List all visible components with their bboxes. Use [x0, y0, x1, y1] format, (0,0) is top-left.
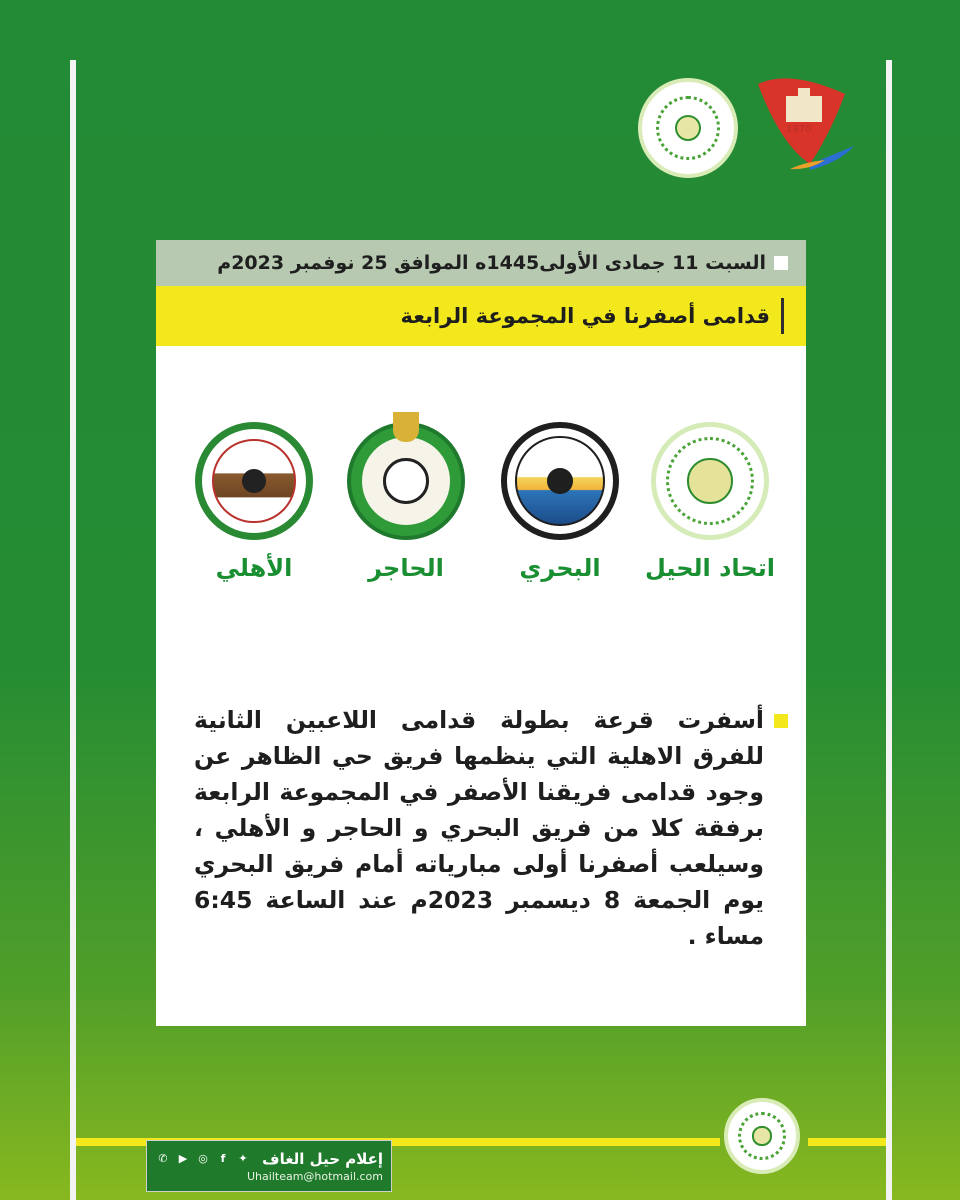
announcement-body [188, 702, 788, 954]
team-bahri [490, 422, 630, 582]
card-title: قدامى أصفرنا في المجموعة الرابعة [400, 304, 770, 328]
team-name: اتحاد الحيل [645, 554, 775, 582]
anniversary-logo [750, 74, 860, 174]
hajer-logo-icon [347, 422, 465, 540]
whatsapp-icon[interactable]: ✆ [158, 1152, 168, 1165]
frame-left-border [70, 60, 76, 1200]
body-text: أسفرت قرعة بطولة قدامى اللاعبين الثانية للفرق الاهلية التي ينظمها فريق حي الظاهر عن وجود قدامى فريقنا الأصفر في المجموعة الرابعة برفقة كلا من فريق البحري و الحاجر و الأهلي ، وسيلعب أصفرنا أولى مبارياته أمام فريق البحري يوم الجمعة 8 ديسمبر 2023م عند الساعة 6:45 مساء . [194, 706, 764, 950]
social-icons [155, 1152, 251, 1166]
facebook-icon[interactable]: f [220, 1152, 226, 1165]
youtube-icon[interactable]: ▶ [178, 1152, 188, 1165]
footer-emblem-logo [724, 1098, 800, 1174]
teams-row [156, 420, 806, 590]
team-hajer [336, 422, 476, 582]
brand-name: إعلام حيل الغاف [262, 1149, 383, 1168]
team-name: البحري [519, 554, 601, 582]
announcement-card [156, 240, 806, 1026]
team-ittihad [640, 422, 780, 582]
club-emblem-logo [638, 78, 738, 178]
instagram-icon[interactable]: ◎ [198, 1152, 208, 1165]
header-logos [632, 74, 860, 184]
team-ahli [184, 422, 324, 582]
team-name: الأهلي [215, 554, 293, 582]
ahli-logo-icon [195, 422, 313, 540]
footer-badge [146, 1140, 392, 1192]
twitter-icon[interactable]: ✦ [238, 1152, 248, 1165]
team-name: الحاجر [368, 554, 444, 582]
footer-email[interactable]: Uhailteam@hotmail.com [247, 1169, 383, 1183]
date-text: السبت 11 جمادى الأولى1445ه الموافق 25 نوفمبر 2023م [217, 252, 766, 274]
logo-year: 1970 [786, 124, 812, 135]
frame-right-border [886, 60, 892, 1200]
yellow-bullet-icon [774, 714, 788, 728]
date-bar [156, 240, 806, 286]
title-bar [156, 286, 806, 346]
bahri-logo-icon [501, 422, 619, 540]
ittihad-logo-icon [651, 422, 769, 540]
square-bullet-icon [774, 256, 788, 270]
bottom-stripe [808, 1138, 886, 1146]
